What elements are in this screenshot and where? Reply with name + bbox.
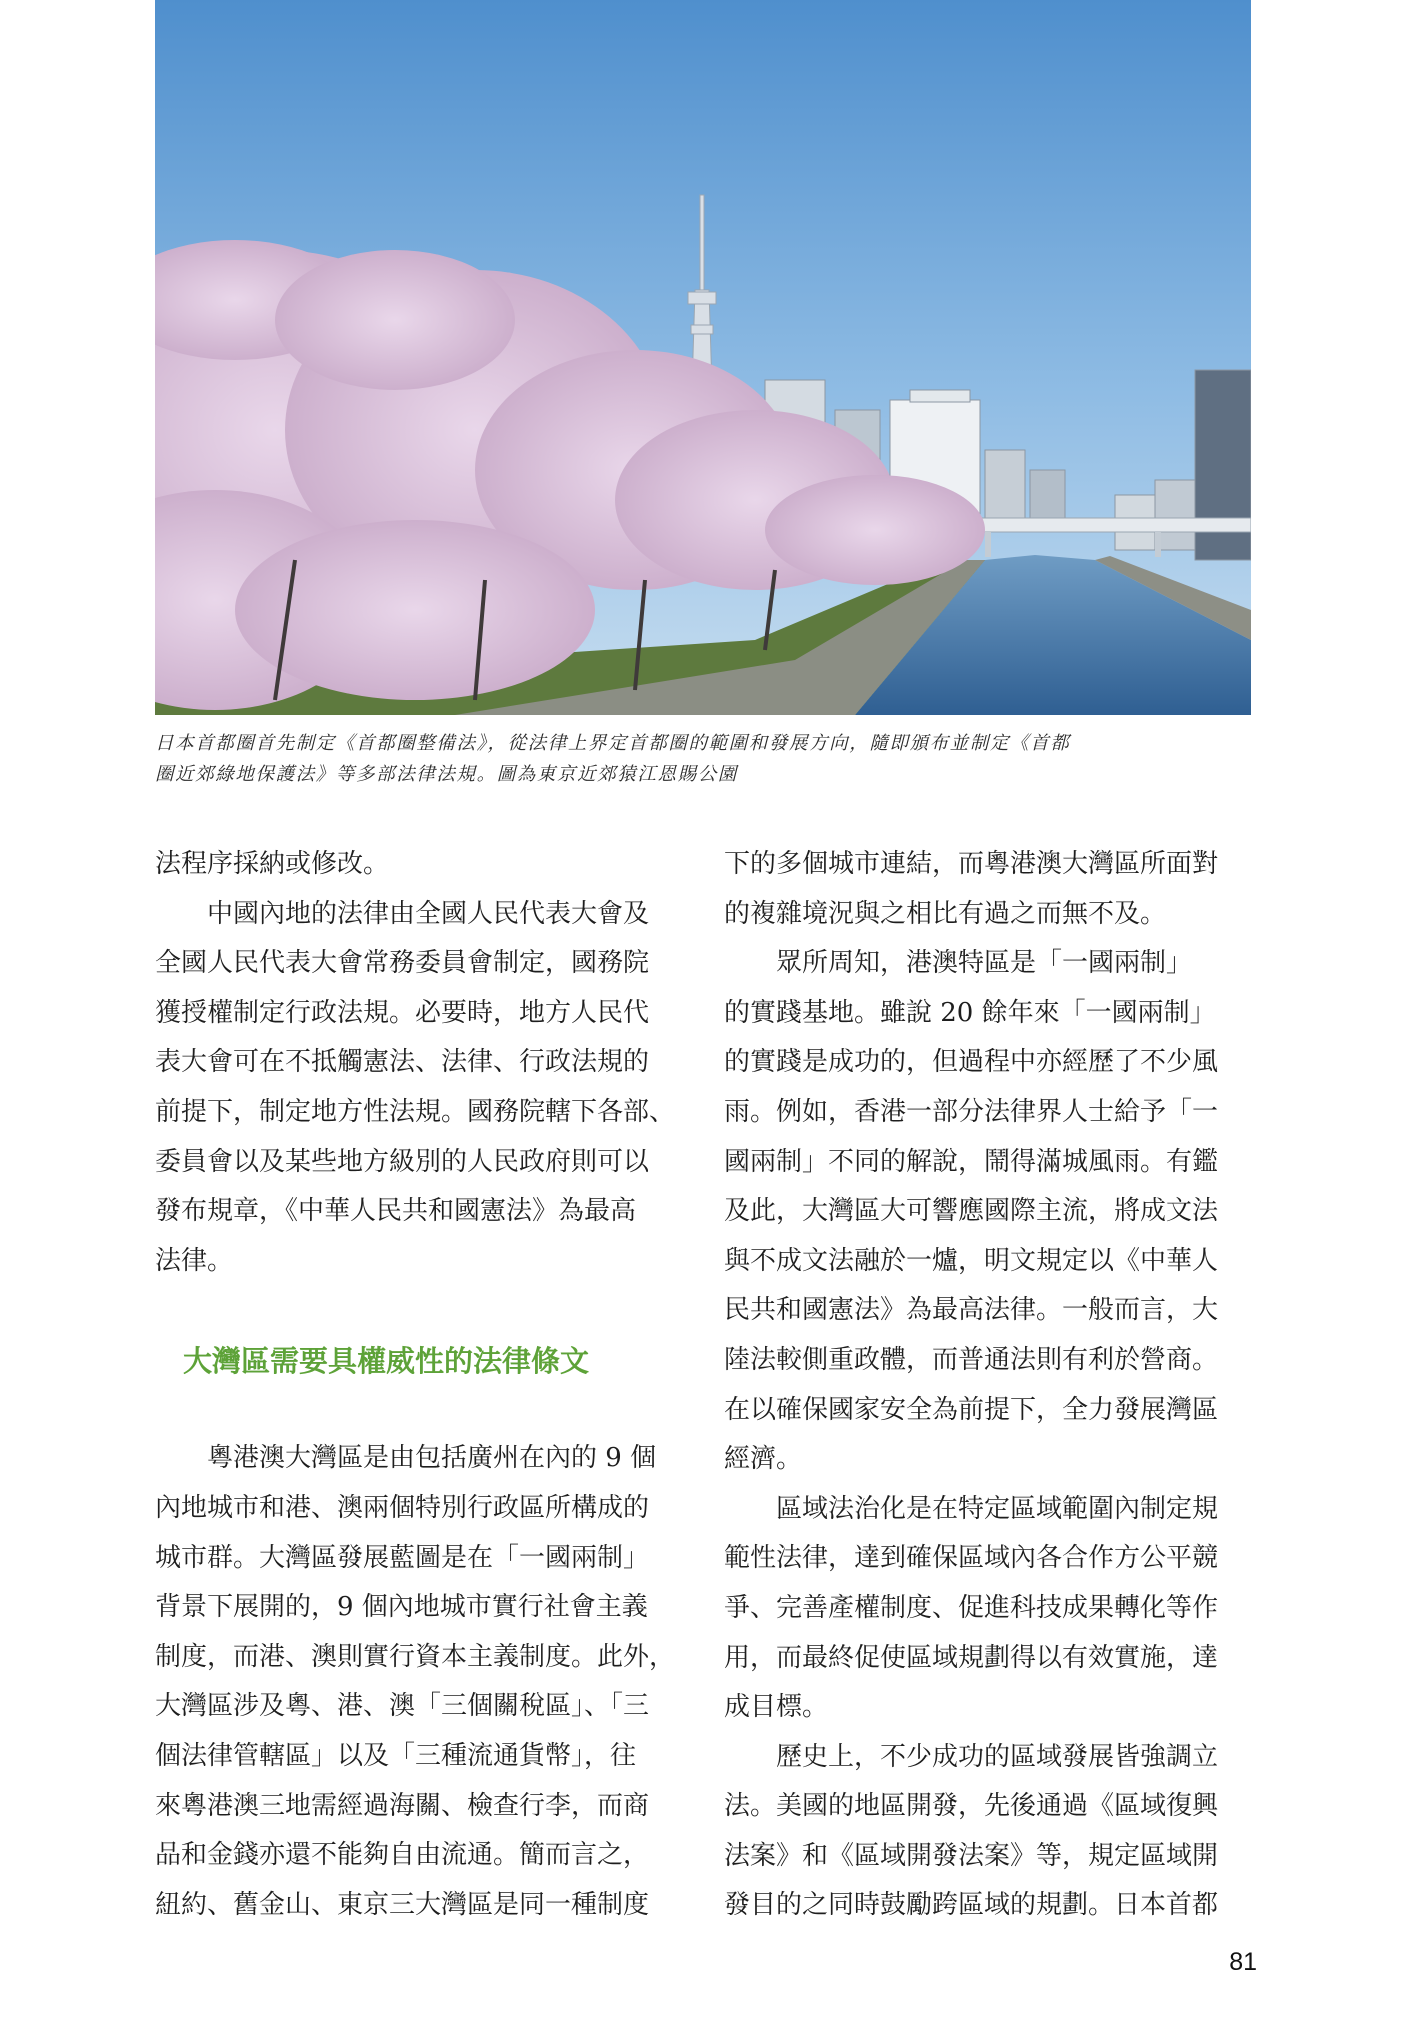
photo-sakura-river-skytree [155,0,1251,715]
text-line: 來粵港澳三地需經過海關、檢查行李，而商 [155,1790,650,1821]
text-line: 國兩制」不同的解說，鬧得滿城風雨。有鑑 [724,1146,1219,1177]
text-line: 法程序採納或修改。 [155,849,390,879]
text-line: 紐約、舊金山、東京三大灣區是同一種制度 [155,1889,650,1920]
text-line: 大灣區涉及粵、港、澳「三個關稅區」、「三 [155,1691,650,1722]
text-line: 區域法治化是在特定區域範圍內制定規 [724,1493,1219,1524]
text-line: 前提下，制定地方性法規。國務院轄下各部、 [155,1096,676,1127]
text-line: 用，而最終促使區域規劃得以有效實施，達 [724,1642,1219,1673]
text-line: 城市群。大灣區發展藍圖是在「一國兩制」 [155,1542,650,1573]
text-line: 範性法律，達到確保區域內各合作方公平競 [724,1543,1219,1574]
text-line: 的實踐是成功的，但過程中亦經歷了不少風 [724,1047,1219,1078]
text-line: 民共和國憲法》為最高法律。一般而言，大 [724,1295,1219,1326]
text-line: 及此，大灣區大可響應國際主流，將成文法 [724,1196,1219,1227]
text-line: 法案》和《區域開發法案》等，規定區域開 [724,1840,1219,1871]
text-line: 爭、完善產權制度、促進科技成果轉化等作 [724,1592,1219,1623]
text-line: 制度，而港、澳則實行資本主義制度。此外， [155,1641,676,1672]
spacer [155,1286,685,1334]
text-line: 品和金錢亦還不能夠自由流通。簡而言之， [155,1840,650,1871]
right-column [724,840,1254,1931]
text-line: 發目的之同時鼓勵跨區域的規劃。日本首都 [724,1890,1219,1921]
text-line: 下的多個城市連結，而粵港澳大灣區所面對 [724,849,1219,879]
text-line: 經濟。 [724,1444,803,1475]
text-line: 眾所周知，港澳特區是「一國兩制」 [724,948,1193,979]
text-line: 表大會可在不抵觸憲法、法律、行政法規的 [155,1047,650,1078]
text-line: 發布規章，《中華人民共和國憲法》為最高 [155,1196,637,1227]
text-line: 中國內地的法律由全國人民代表大會及 [155,898,650,929]
left-column [155,840,685,1930]
spacer [155,1388,685,1434]
text-line: 全國人民代表大會常務委員會制定，國務院 [155,948,650,979]
text-line: 背景下展開的，9 個內地城市實行社會主義 [155,1592,648,1623]
text-line: 獲授權制定行政法規。必要時，地方人民代 [155,997,650,1028]
text-line: 的實踐基地。雖說 20 餘年來「一國兩制」 [724,997,1216,1028]
photo-illustration [155,0,1251,715]
page-number: 81 [1229,1948,1257,1976]
text-line: 成目標。 [724,1692,829,1723]
text-line: 法。美國的地區開發，先後通過《區域復興 [724,1791,1219,1822]
text-line: 法律。 [155,1245,234,1276]
text-line: 與不成文法融於一爐，明文規定以《中華人 [724,1245,1219,1276]
caption-line: 圈近郊綠地保護法》等多部法律法規。圖為東京近郊猿江恩賜公園 [155,764,738,785]
photo-caption [155,728,1255,790]
text-line: 委員會以及某些地方級別的人民政府則可以 [155,1146,650,1177]
text-line: 粵港澳大灣區是由包括廣州在內的 9 個 [155,1443,657,1474]
section-heading: 大灣區需要具權威性的法律條文 [183,1344,590,1379]
caption-line: 日本首都圈首先制定《首都圈整備法》，從法律上界定首都圈的範圍和發展方向，隨即頒布並制定《首都 [155,733,1071,754]
text-line: 個法律管轄區」以及「三種流通貨幣」，往 [155,1740,637,1771]
text-line: 的複雜境況與之相比有過之而無不及。 [724,898,1167,929]
text-line: 內地城市和港、澳兩個特別行政區所構成的 [155,1492,650,1523]
text-line: 陸法較側重政體，而普通法則有利於營商。 [724,1344,1219,1375]
text-line: 雨。例如，香港一部分法律界人士給予「一 [724,1096,1219,1127]
text-line: 歷史上，不少成功的區域發展皆強調立 [724,1741,1219,1772]
text-line: 在以確保國家安全為前提下，全力發展灣區 [724,1394,1219,1425]
